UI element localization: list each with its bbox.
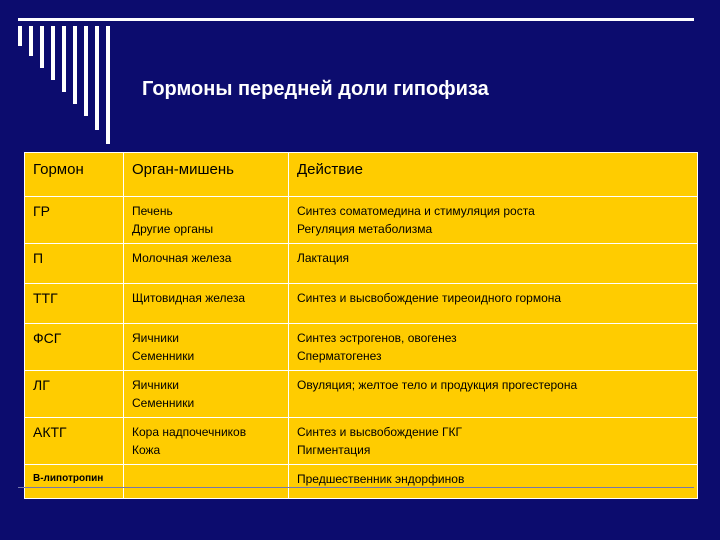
header-action: Действие xyxy=(289,153,698,197)
cell-hormone: ГР xyxy=(25,197,124,244)
table-row xyxy=(25,465,698,499)
table-row xyxy=(25,371,698,418)
cell-target xyxy=(124,418,289,465)
cell-line: Печень xyxy=(132,204,173,218)
cell-line: Яичники xyxy=(132,378,179,392)
cell-target xyxy=(124,244,289,284)
cell-line: Молочная железа xyxy=(132,251,232,265)
cell-line: Овуляция; желтое тело и продукция прогестерона xyxy=(297,378,578,392)
table-row xyxy=(25,197,698,244)
cell-line: Пигментация xyxy=(297,443,371,457)
cell-line: Другие органы xyxy=(132,222,214,236)
cell-hormone: В-липотропин xyxy=(25,465,124,499)
cell-line: Семенники xyxy=(132,349,195,363)
table-header-row xyxy=(25,153,698,197)
cell-line: Регуляция метаболизма xyxy=(297,222,433,236)
table-row xyxy=(25,418,698,465)
cell-action xyxy=(289,465,698,499)
cell-line: Синтез соматомедина и стимуляция роста xyxy=(297,204,535,218)
hormone-table xyxy=(24,152,698,499)
header-target-organ: Орган-мишень xyxy=(124,153,289,197)
decorative-bar xyxy=(29,26,33,56)
cell-action xyxy=(289,197,698,244)
cell-line: Предшественник эндорфинов xyxy=(297,472,465,486)
cell-line: Синтез и высвобождение ГКГ xyxy=(297,425,462,439)
cell-action xyxy=(289,324,698,371)
cell-hormone: ФСГ xyxy=(25,324,124,371)
cell-target xyxy=(124,324,289,371)
cell-hormone: П xyxy=(25,244,124,284)
cell-line: Кожа xyxy=(132,443,161,457)
cell-target xyxy=(124,465,289,499)
cell-action xyxy=(289,284,698,324)
table-row xyxy=(25,244,698,284)
cell-line: Яичники xyxy=(132,331,179,345)
cell-action xyxy=(289,418,698,465)
decorative-bar xyxy=(18,26,22,46)
cell-hormone: ТТГ xyxy=(25,284,124,324)
cell-target xyxy=(124,284,289,324)
cell-action xyxy=(289,371,698,418)
table-row xyxy=(25,324,698,371)
cell-line: Сперматогенез xyxy=(297,349,382,363)
cell-line: Кора надпочечников xyxy=(132,425,247,439)
hormone-table-container xyxy=(24,152,694,499)
cell-action xyxy=(289,244,698,284)
table-row xyxy=(25,284,698,324)
cell-hormone: ЛГ xyxy=(25,371,124,418)
cell-line: Лактация xyxy=(297,251,350,265)
cell-target xyxy=(124,371,289,418)
cell-line: Синтез эстрогенов, овогенез xyxy=(297,331,457,345)
decorative-bar xyxy=(73,26,77,104)
cell-line: Синтез и высвобождение тиреоидного гормона xyxy=(297,291,562,305)
decorative-bar xyxy=(106,26,110,144)
slide-title: Гормоны передней доли гипофиза xyxy=(142,78,489,100)
cell-hormone: АКТГ xyxy=(25,418,124,465)
cell-line: Семенники xyxy=(132,396,195,410)
decorative-bar xyxy=(95,26,99,130)
top-rule xyxy=(18,18,694,21)
decorative-bar xyxy=(40,26,44,68)
cell-target xyxy=(124,197,289,244)
cell-line: Щитовидная железа xyxy=(132,291,246,305)
decorative-bar xyxy=(62,26,66,92)
bottom-rule xyxy=(18,487,694,488)
decorative-bar xyxy=(84,26,88,116)
header-hormone: Гормон xyxy=(25,153,124,197)
decorative-bar xyxy=(51,26,55,80)
